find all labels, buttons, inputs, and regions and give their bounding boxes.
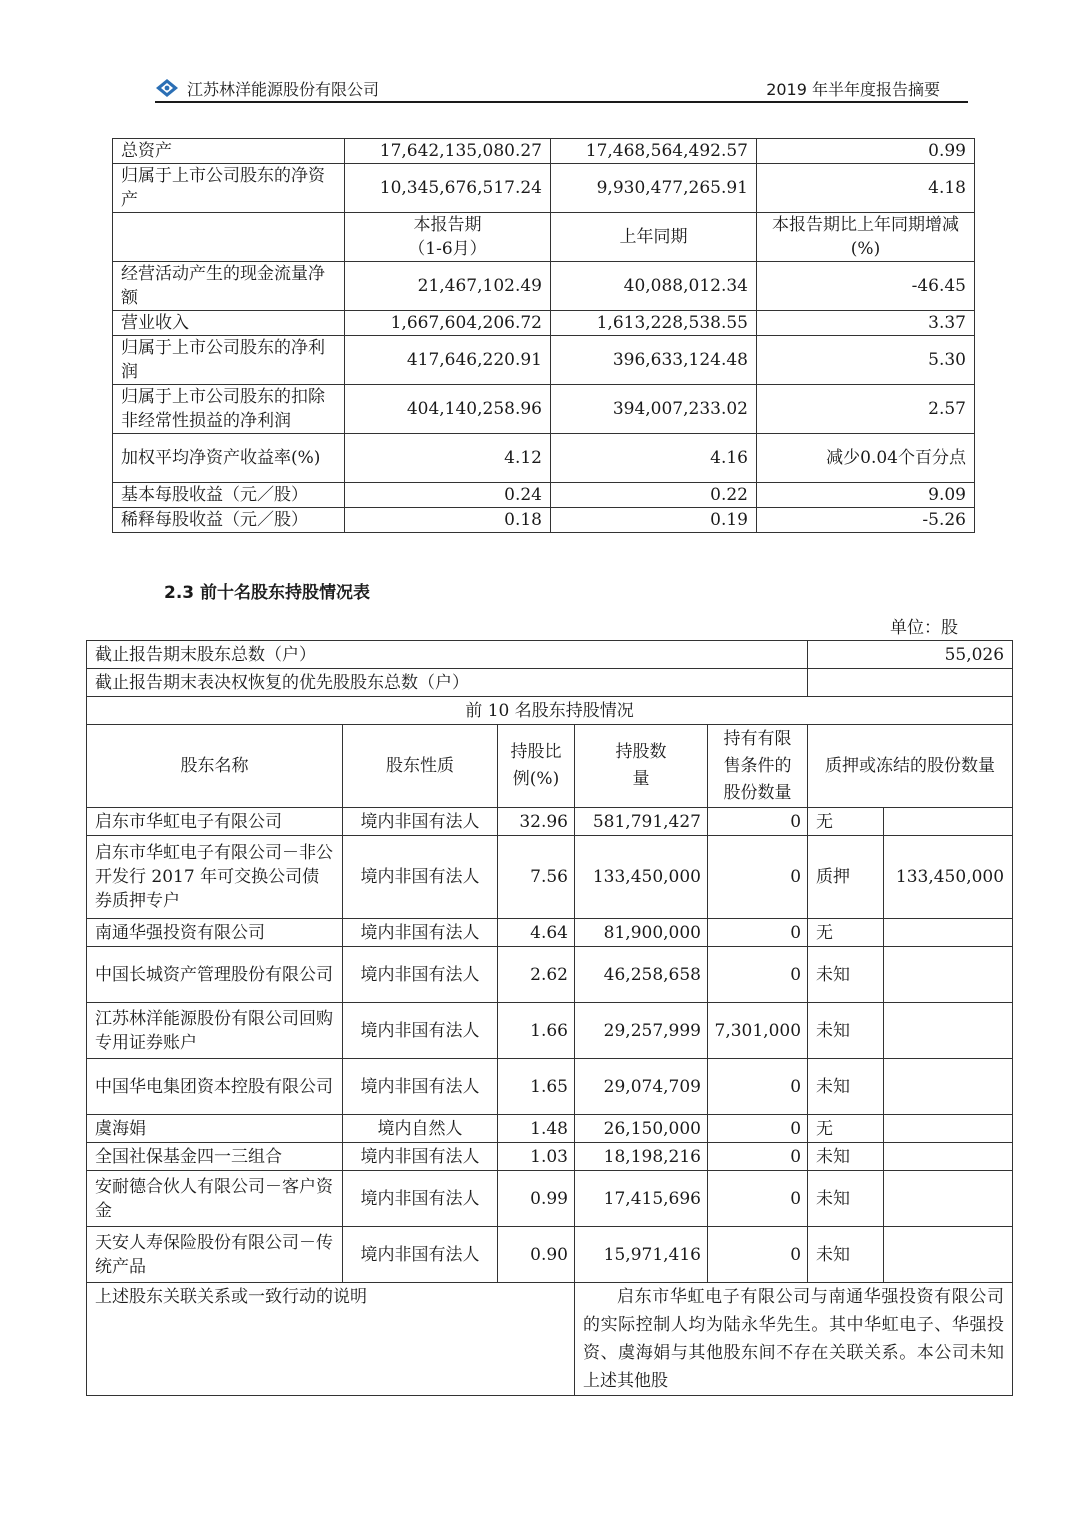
pledge-status: 质押 [808, 836, 884, 919]
current-value: 4.12 [345, 434, 551, 483]
note-text: 启东市华虹电子有限公司与南通华强投资有限公司的实际控制人均为陆永华先生。其中华虹电子、华强投资、虞海娟与其他股东间不存在关联关系。本公司未知上述其他股 [575, 1283, 1013, 1396]
row-label: 稀释每股收益（元／股） [113, 508, 345, 533]
financial-data-table [112, 138, 975, 533]
change-value: 3.37 [757, 311, 975, 336]
pledge-amount [884, 919, 1013, 947]
row-label: 归属于上市公司股东的扣除非经常性损益的净利润 [113, 385, 345, 434]
restricted-shares: 0 [708, 1143, 808, 1171]
table-subtitle: 前 10 名股东持股情况 [87, 697, 1013, 725]
shareholder-name: 南通华强投资有限公司 [87, 919, 343, 947]
current-value: 10,345,676,517.24 [345, 164, 551, 213]
pledge-status: 未知 [808, 1227, 884, 1283]
previous-value: 17,468,564,492.57 [551, 139, 757, 164]
total-shareholders-row [87, 641, 1013, 669]
pledge-amount [884, 1059, 1013, 1115]
empty-cell [113, 213, 345, 262]
change-value: 减少0.04个百分点 [757, 434, 975, 483]
company-name: 江苏林洋能源股份有限公司 [187, 80, 380, 99]
restricted-shares: 0 [708, 1059, 808, 1115]
preferred-shareholders-row [87, 669, 1013, 697]
table-row [113, 385, 975, 434]
current-value: 404,140,258.96 [345, 385, 551, 434]
share-count: 581,791,427 [575, 808, 708, 836]
page-header [155, 74, 968, 102]
previous-period-header: 上年同期 [551, 213, 757, 262]
shareholder-row [87, 1003, 1013, 1059]
row-label: 加权平均净资产收益率(%) [113, 434, 345, 483]
shareholder-type: 境内自然人 [343, 1115, 498, 1143]
shareholder-type: 境内非国有法人 [343, 1143, 498, 1171]
share-count: 46,258,658 [575, 947, 708, 1003]
column-header: 持股数量 [575, 725, 708, 808]
column-header: 股东性质 [343, 725, 498, 808]
table-row [113, 311, 975, 336]
change-value: 5.30 [757, 336, 975, 385]
share-count: 17,415,696 [575, 1171, 708, 1227]
previous-value: 0.22 [551, 483, 757, 508]
note-label: 上述股东关联关系或一致行动的说明 [87, 1283, 575, 1396]
table-row [113, 434, 975, 483]
row-label: 归属于上市公司股东的净资产 [113, 164, 345, 213]
row-label: 归属于上市公司股东的净利润 [113, 336, 345, 385]
change-value: 0.99 [757, 139, 975, 164]
previous-value: 396,633,124.48 [551, 336, 757, 385]
shareholder-type: 境内非国有法人 [343, 1003, 498, 1059]
shareholder-type: 境内非国有法人 [343, 1171, 498, 1227]
holding-ratio: 0.99 [498, 1171, 575, 1227]
shareholder-name: 中国华电集团资本控股有限公司 [87, 1059, 343, 1115]
shareholder-row [87, 1059, 1013, 1115]
holding-ratio: 2.62 [498, 947, 575, 1003]
pledge-status: 无 [808, 808, 884, 836]
restricted-shares: 0 [708, 808, 808, 836]
table-row [113, 508, 975, 533]
shareholder-row [87, 1227, 1013, 1283]
pledge-amount [884, 1115, 1013, 1143]
pledge-amount: 133,450,000 [884, 836, 1013, 919]
previous-value: 0.19 [551, 508, 757, 533]
table-row [113, 483, 975, 508]
change-value: -5.26 [757, 508, 975, 533]
shareholder-name: 天安人寿保险股份有限公司－传统产品 [87, 1227, 343, 1283]
section-title: 2.3 前十名股东持股情况表 [164, 583, 371, 603]
pledge-amount [884, 947, 1013, 1003]
previous-value: 394,007,233.02 [551, 385, 757, 434]
shareholder-row [87, 1115, 1013, 1143]
restricted-shares: 0 [708, 1227, 808, 1283]
change-value: 9.09 [757, 483, 975, 508]
company-logo-icon [155, 78, 179, 98]
pledge-amount [884, 1143, 1013, 1171]
total-value: 55,026 [808, 641, 1013, 669]
current-value: 0.24 [345, 483, 551, 508]
holding-ratio: 4.64 [498, 919, 575, 947]
current-value: 1,667,604,206.72 [345, 311, 551, 336]
shareholder-name: 安耐德合伙人有限公司－客户资金 [87, 1171, 343, 1227]
row-label: 基本每股收益（元／股） [113, 483, 345, 508]
preferred-value [808, 669, 1013, 697]
row-label: 营业收入 [113, 311, 345, 336]
holding-ratio: 32.96 [498, 808, 575, 836]
holding-ratio: 1.48 [498, 1115, 575, 1143]
column-header: 股东名称 [87, 725, 343, 808]
pledge-status: 未知 [808, 1171, 884, 1227]
pledge-amount [884, 1171, 1013, 1227]
restricted-shares: 0 [708, 1115, 808, 1143]
restricted-shares: 0 [708, 919, 808, 947]
holding-ratio: 0.90 [498, 1227, 575, 1283]
pledge-amount [884, 1003, 1013, 1059]
share-count: 29,257,999 [575, 1003, 708, 1059]
report-title: 2019 年半年度报告摘要 [766, 80, 940, 99]
holding-ratio: 1.03 [498, 1143, 575, 1171]
shareholder-name: 全国社保基金四一三组合 [87, 1143, 343, 1171]
current-value: 417,646,220.91 [345, 336, 551, 385]
shareholder-type: 境内非国有法人 [343, 1059, 498, 1115]
previous-value: 9,930,477,265.91 [551, 164, 757, 213]
restricted-shares: 0 [708, 1171, 808, 1227]
shareholder-type: 境内非国有法人 [343, 919, 498, 947]
pledge-status: 未知 [808, 1059, 884, 1115]
shareholder-row [87, 947, 1013, 1003]
column-header-row [87, 725, 1013, 808]
share-count: 29,074,709 [575, 1059, 708, 1115]
shareholder-type: 境内非国有法人 [343, 808, 498, 836]
shareholder-row [87, 836, 1013, 919]
shareholder-name: 江苏林洋能源股份有限公司回购专用证券账户 [87, 1003, 343, 1059]
pledge-status: 未知 [808, 1143, 884, 1171]
share-count: 26,150,000 [575, 1115, 708, 1143]
table-row [113, 336, 975, 385]
preferred-label: 截止报告期末表决权恢复的优先股股东总数（户） [87, 669, 808, 697]
shareholder-row [87, 1171, 1013, 1227]
previous-value: 4.16 [551, 434, 757, 483]
current-value: 17,642,135,080.27 [345, 139, 551, 164]
change-value: 2.57 [757, 385, 975, 434]
previous-value: 40,088,012.34 [551, 262, 757, 311]
current-value: 21,467,102.49 [345, 262, 551, 311]
row-label: 总资产 [113, 139, 345, 164]
holding-ratio: 1.65 [498, 1059, 575, 1115]
restricted-shares: 0 [708, 836, 808, 919]
share-count: 81,900,000 [575, 919, 708, 947]
restricted-shares: 7,301,000 [708, 1003, 808, 1059]
table-row [113, 139, 975, 164]
period-header-row [113, 213, 975, 262]
column-header: 质押或冻结的股份数量 [808, 725, 1013, 808]
pledge-amount [884, 1227, 1013, 1283]
previous-value: 1,613,228,538.55 [551, 311, 757, 336]
current-period-header: 本报告期 （1-6月） [345, 213, 551, 262]
header-divider [155, 101, 968, 103]
shareholder-type: 境内非国有法人 [343, 836, 498, 919]
shareholder-name: 启东市华虹电子有限公司 [87, 808, 343, 836]
total-label: 截止报告期末股东总数（户） [87, 641, 808, 669]
row-label: 经营活动产生的现金流量净额 [113, 262, 345, 311]
shareholder-row [87, 919, 1013, 947]
current-value: 0.18 [345, 508, 551, 533]
restricted-shares: 0 [708, 947, 808, 1003]
shareholder-row [87, 808, 1013, 836]
note-row [87, 1283, 1013, 1396]
holding-ratio: 7.56 [498, 836, 575, 919]
table-row [113, 262, 975, 311]
shareholder-row [87, 1143, 1013, 1171]
change-header: 本报告期比上年同期增减(%) [757, 213, 975, 262]
change-value: 4.18 [757, 164, 975, 213]
pledge-status: 未知 [808, 1003, 884, 1059]
subtitle-row [87, 697, 1013, 725]
column-header: 持有有限售条件的股份数量 [708, 725, 808, 808]
shareholder-name: 虞海娟 [87, 1115, 343, 1143]
pledge-amount [884, 808, 1013, 836]
pledge-status: 未知 [808, 947, 884, 1003]
share-count: 133,450,000 [575, 836, 708, 919]
pledge-status: 无 [808, 1115, 884, 1143]
shareholder-name: 中国长城资产管理股份有限公司 [87, 947, 343, 1003]
shareholder-name: 启东市华虹电子有限公司－非公开发行 2017 年可交换公司债券质押专户 [87, 836, 343, 919]
holding-ratio: 1.66 [498, 1003, 575, 1059]
table-row [113, 164, 975, 213]
shareholder-table [86, 640, 1013, 1396]
share-count: 15,971,416 [575, 1227, 708, 1283]
pledge-status: 无 [808, 919, 884, 947]
shareholder-type: 境内非国有法人 [343, 1227, 498, 1283]
share-count: 18,198,216 [575, 1143, 708, 1171]
shareholder-type: 境内非国有法人 [343, 947, 498, 1003]
change-value: -46.45 [757, 262, 975, 311]
unit-label: 单位：股 [890, 618, 958, 638]
column-header: 持股比例(%) [498, 725, 575, 808]
